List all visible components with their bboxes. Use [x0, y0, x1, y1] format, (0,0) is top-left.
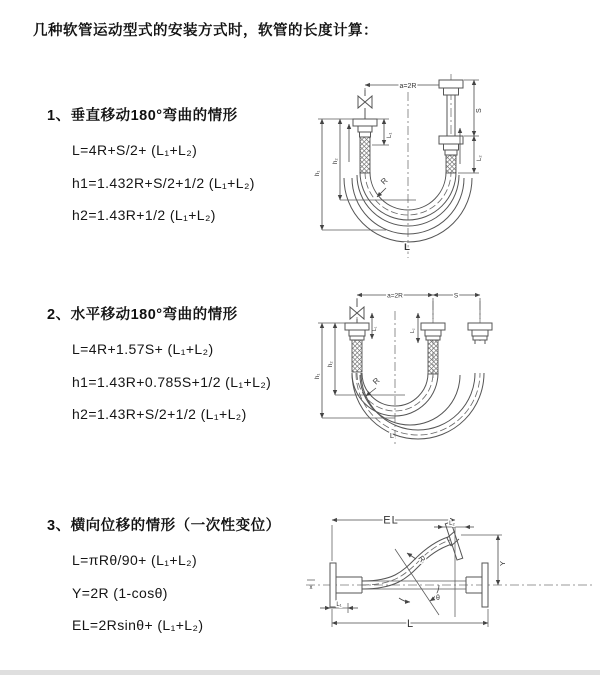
hose-u-bend: [352, 373, 484, 439]
section-2: [47, 303, 271, 431]
dim-label-l1: L₁: [336, 602, 342, 608]
dim-label-s: S: [453, 292, 459, 300]
section-2-number: 2、: [47, 307, 71, 323]
braided-hose: [360, 137, 370, 173]
dim-label-l2: L₂: [477, 155, 483, 161]
dim-label-h1: h₁: [315, 373, 321, 379]
dim-label-l: L: [404, 242, 410, 253]
dim-label-r: R: [371, 375, 382, 387]
section-2-formulas: [47, 333, 271, 431]
dim-label-r: R: [379, 175, 390, 187]
section-1-heading: [47, 104, 255, 128]
section-1: [47, 104, 255, 232]
diagram-horizontal-180: [310, 283, 600, 455]
section-1-formulas: [47, 134, 255, 232]
braided-hose: [446, 155, 456, 173]
formula-line: h1=1.43R+0.785S+1/2 (L₁+L₂): [72, 373, 272, 390]
section-2-title: 水平移动180°弯曲的情形: [70, 307, 238, 323]
section-3-title: 横向位移的情形（一次性变位）: [70, 518, 281, 534]
dim-label-l1: L₁: [372, 326, 378, 331]
formula-line: EL=2Rsinθ+ (L₁+L₂): [72, 617, 204, 634]
dim-label-y: Y: [498, 560, 507, 566]
center-mark: x: [309, 585, 313, 591]
dim-label-h1: h₁: [315, 170, 321, 176]
formula-line: h2=1.43R+S/2+1/2 (L₁+L₂): [72, 406, 247, 423]
dim-label-a2r: a=2R: [387, 292, 403, 300]
dim-label-l: L: [406, 618, 414, 630]
dim-label-l1: L₁: [387, 132, 393, 138]
formula-line: h2=1.43R+1/2 (L₁+L₂): [72, 207, 216, 224]
dim-label-a2r: a=2R: [399, 83, 417, 90]
diagram-lateral-displacement: [298, 505, 600, 645]
dim-label-h2: h₂: [328, 361, 334, 367]
dim-label-theta: θ: [436, 595, 440, 602]
formula-line: L=4R+S/2+ (L₁+L₂): [72, 142, 198, 159]
valve-icon: [350, 299, 364, 323]
dim-label-l: L: [389, 431, 395, 440]
page-title: 几种软管运动型式的安装方式时，软管的长度计算：: [33, 23, 378, 39]
section-3-formulas: [47, 544, 281, 642]
dim-label-l2: L₂: [410, 328, 416, 333]
section-2-heading: [47, 303, 271, 327]
dim-label-l2: L₂: [449, 521, 455, 527]
dim-label-s: S: [476, 108, 483, 113]
dim-label-el: EL: [383, 514, 399, 527]
braided-hose: [428, 340, 438, 374]
page-bottom-edge: [0, 670, 600, 675]
braided-hose: [352, 340, 362, 372]
formula-line: L=πRθ/90+ (L₁+L₂): [72, 552, 198, 569]
section-1-title: 垂直移动180°弯曲的情形: [70, 108, 238, 124]
section-1-number: 1、: [47, 108, 71, 124]
section-3: [47, 514, 281, 642]
left-pipe: [345, 323, 369, 372]
diagram-vertical-180: [308, 72, 593, 262]
formula-line: Y=2R (1-cosθ): [72, 584, 168, 601]
valve-icon: [358, 90, 372, 119]
displaced-flange: [445, 522, 462, 560]
left-pipe: [353, 119, 377, 173]
dim-label-h2: h₂: [333, 158, 339, 164]
section-3-number: 3、: [47, 518, 71, 534]
middle-pipe: [421, 323, 445, 374]
formula-line: h1=1.432R+S/2+1/2 (L₁+L₂): [72, 174, 255, 191]
section-3-heading: [47, 514, 281, 538]
formula-line: L=4R+1.57S+ (L₁+L₂): [72, 341, 214, 358]
dim-label-r: R: [416, 554, 428, 564]
